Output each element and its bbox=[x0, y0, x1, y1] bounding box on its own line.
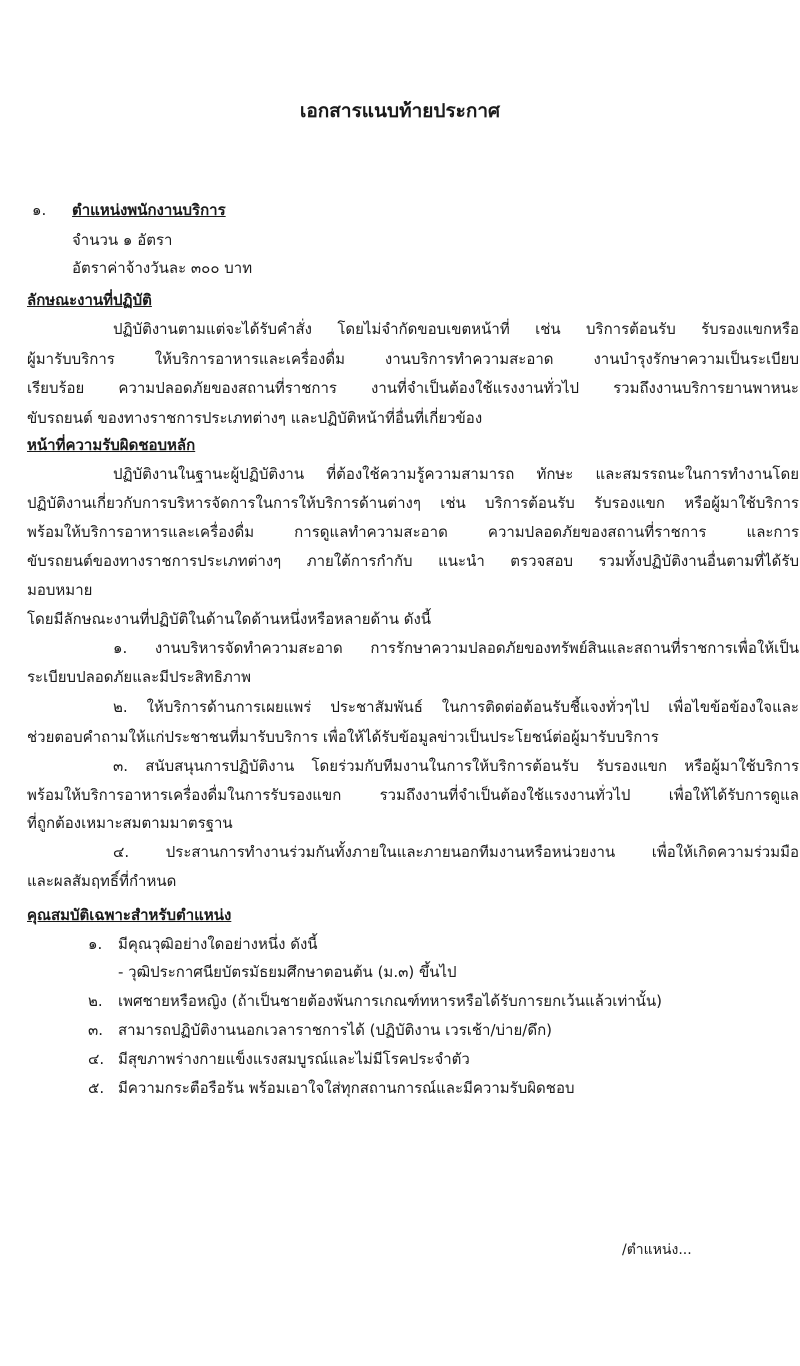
duties-line: ขับรถยนต์ของทางราชการประเภทต่างๆ ภายใต้การกำกับ แนะนำ ตรวจสอบ รวมทั้งปฏิบัติงานอื่นตามที่ได้รับ bbox=[27, 552, 799, 570]
job-nature-line: เรียบร้อย ความปลอดภัยของสถานที่ราชการ งานที่จำเป็นต้องใช้แรงงานทั่วไป รวมถึงงานบริการยานพาหนะ bbox=[27, 379, 799, 397]
position-wage: อัตราค่าจ้างวันละ ๓๐๐ บาท bbox=[72, 259, 253, 277]
position-number: ๑. bbox=[32, 201, 47, 219]
duties-line: ๓. สนับสนุนการปฏิบัติงาน โดยร่วมกับทีมงานในการให้บริการต้อนรับ รับรองแขก หรือผู้มาใช้บริการ bbox=[113, 757, 799, 775]
qualification-text: มีความกระตือรือร้น พร้อมเอาใจใส่ทุกสถานการณ์และมีความรับผิดชอบ bbox=[118, 1079, 575, 1097]
job-nature-heading: ลักษณะงานที่ปฏิบัติ bbox=[27, 291, 152, 309]
duties-line: ปฏิบัติงานในฐานะผู้ปฏิบัติงาน ที่ต้องใช้ความรู้ความสามารถ ทักษะ และสมรรถนะในการทำงานโดย bbox=[113, 465, 799, 483]
qualification-text: มีคุณวุฒิอย่างใดอย่างหนึ่ง ดังนี้ bbox=[118, 935, 318, 953]
qualification-num: ๕. bbox=[88, 1079, 105, 1097]
duties-line: ปฏิบัติงานเกี่ยวกับการบริหารจัดการในการให้บริการด้านต่างๆ เช่น บริการต้อนรับ รับรองแขก หรือผู้มาใช้บริการ bbox=[27, 494, 799, 512]
qualification-num: ๑. bbox=[88, 935, 103, 953]
duties-line: ๔. ประสานการทำงานร่วมกันทั้งภายในและภายนอกทีมงานหรือหน่วยงาน เพื่อให้เกิดความร่วมมือ bbox=[113, 843, 799, 861]
duties-line: โดยมีลักษณะงานที่ปฏิบัติในด้านใดด้านหนึ่งหรือหลายด้าน ดังนี้ bbox=[27, 610, 432, 628]
qualification-text: - วุฒิประกาศนียบัตรมัธยมศึกษาตอนต้น (ม.๓) ขึ้นไป bbox=[118, 963, 457, 981]
job-nature-line: ขับรถยนต์ ของทางราชการประเภทต่างๆ และปฏิบัติหน้าที่อื่นที่เกี่ยวข้อง bbox=[27, 409, 483, 427]
qualification-text: เพศชายหรือหญิง (ถ้าเป็นชายต้องพ้นการเกณฑ์ทหารหรือได้รับการยกเว้นแล้วเท่านั้น) bbox=[118, 992, 663, 1010]
duties-line: ระเบียบปลอดภัยและมีประสิทธิภาพ bbox=[27, 668, 252, 686]
duties-line: ๒. ให้บริการด้านการเผยแพร่ ประชาสัมพันธ์ ในการติดต่อต้อนรับชี้แจงทั่วๆไป เพื่อไขข้อข้องใจและ bbox=[113, 698, 799, 716]
duties-line: มอบหมาย bbox=[27, 581, 93, 599]
duties-line: ช่วยตอบคำถามให้แก่ประชาชนที่มารับบริการ เพื่อให้ได้รับข้อมูลข่าวเป็นประโยชน์ต่อผู้มารับบริการ bbox=[27, 728, 659, 746]
job-nature-line: ปฏิบัติงานตามแต่จะได้รับคำสั่ง โดยไม่จำกัดขอบเขตหน้าที่ เช่น บริการต้อนรับ รับรองแขกหรือ bbox=[113, 320, 799, 338]
duties-line: ๑. งานบริหารจัดทำความสะอาด การรักษาความปลอดภัยของทรัพย์สินและสถานที่ราชการเพื่อให้เป็น bbox=[113, 639, 799, 657]
duties-line: พร้อมให้บริการอาหารเครื่องดื่มในการรับรองแขก รวมถึงงานที่จำเป็นต้องใช้แรงงานทั่วไป เพื่อให้ได้รับการดูแล bbox=[27, 786, 799, 804]
duties-line: และผลสัมฤทธิ์ที่กำหนด bbox=[27, 872, 177, 890]
document-title: เอกสารแนบท้ายประกาศ bbox=[299, 100, 501, 122]
qualification-num: ๓. bbox=[88, 1021, 104, 1039]
qualification-text: มีสุขภาพร่างกายแข็งแรงสมบูรณ์และไม่มีโรคประจำตัว bbox=[118, 1050, 470, 1068]
qualifications-heading: คุณสมบัติเฉพาะสำหรับตำแหน่ง bbox=[27, 906, 232, 924]
duties-heading: หน้าที่ความรับผิดชอบหลัก bbox=[27, 436, 196, 454]
qualification-num: ๒. bbox=[88, 992, 103, 1010]
position-count: จำนวน ๑ อัตรา bbox=[72, 231, 173, 249]
continued-marker: /ตำแหน่ง... bbox=[622, 1242, 692, 1258]
job-nature-line: ผู้มารับบริการ ให้บริการอาหารและเครื่องดื่ม งานบริการทำความสะอาด งานบำรุงรักษาความเป็นระเบียบ bbox=[27, 350, 799, 368]
position-name: ตำแหน่งพนักงานบริการ bbox=[72, 201, 226, 219]
qualification-text: สามารถปฏิบัติงานนอกเวลาราชการได้ (ปฏิบัติงาน เวรเช้า/บ่าย/ดึก) bbox=[118, 1021, 552, 1039]
duties-line: ที่ถูกต้องเหมาะสมตามมาตรฐาน bbox=[27, 814, 233, 832]
qualification-num: ๔. bbox=[88, 1050, 105, 1068]
duties-line: พร้อมให้บริการอาหารและเครื่องดื่ม การดูแลทำความสะอาด ความปลอดภัยของสถานที่ราชการ และการ bbox=[27, 523, 799, 541]
